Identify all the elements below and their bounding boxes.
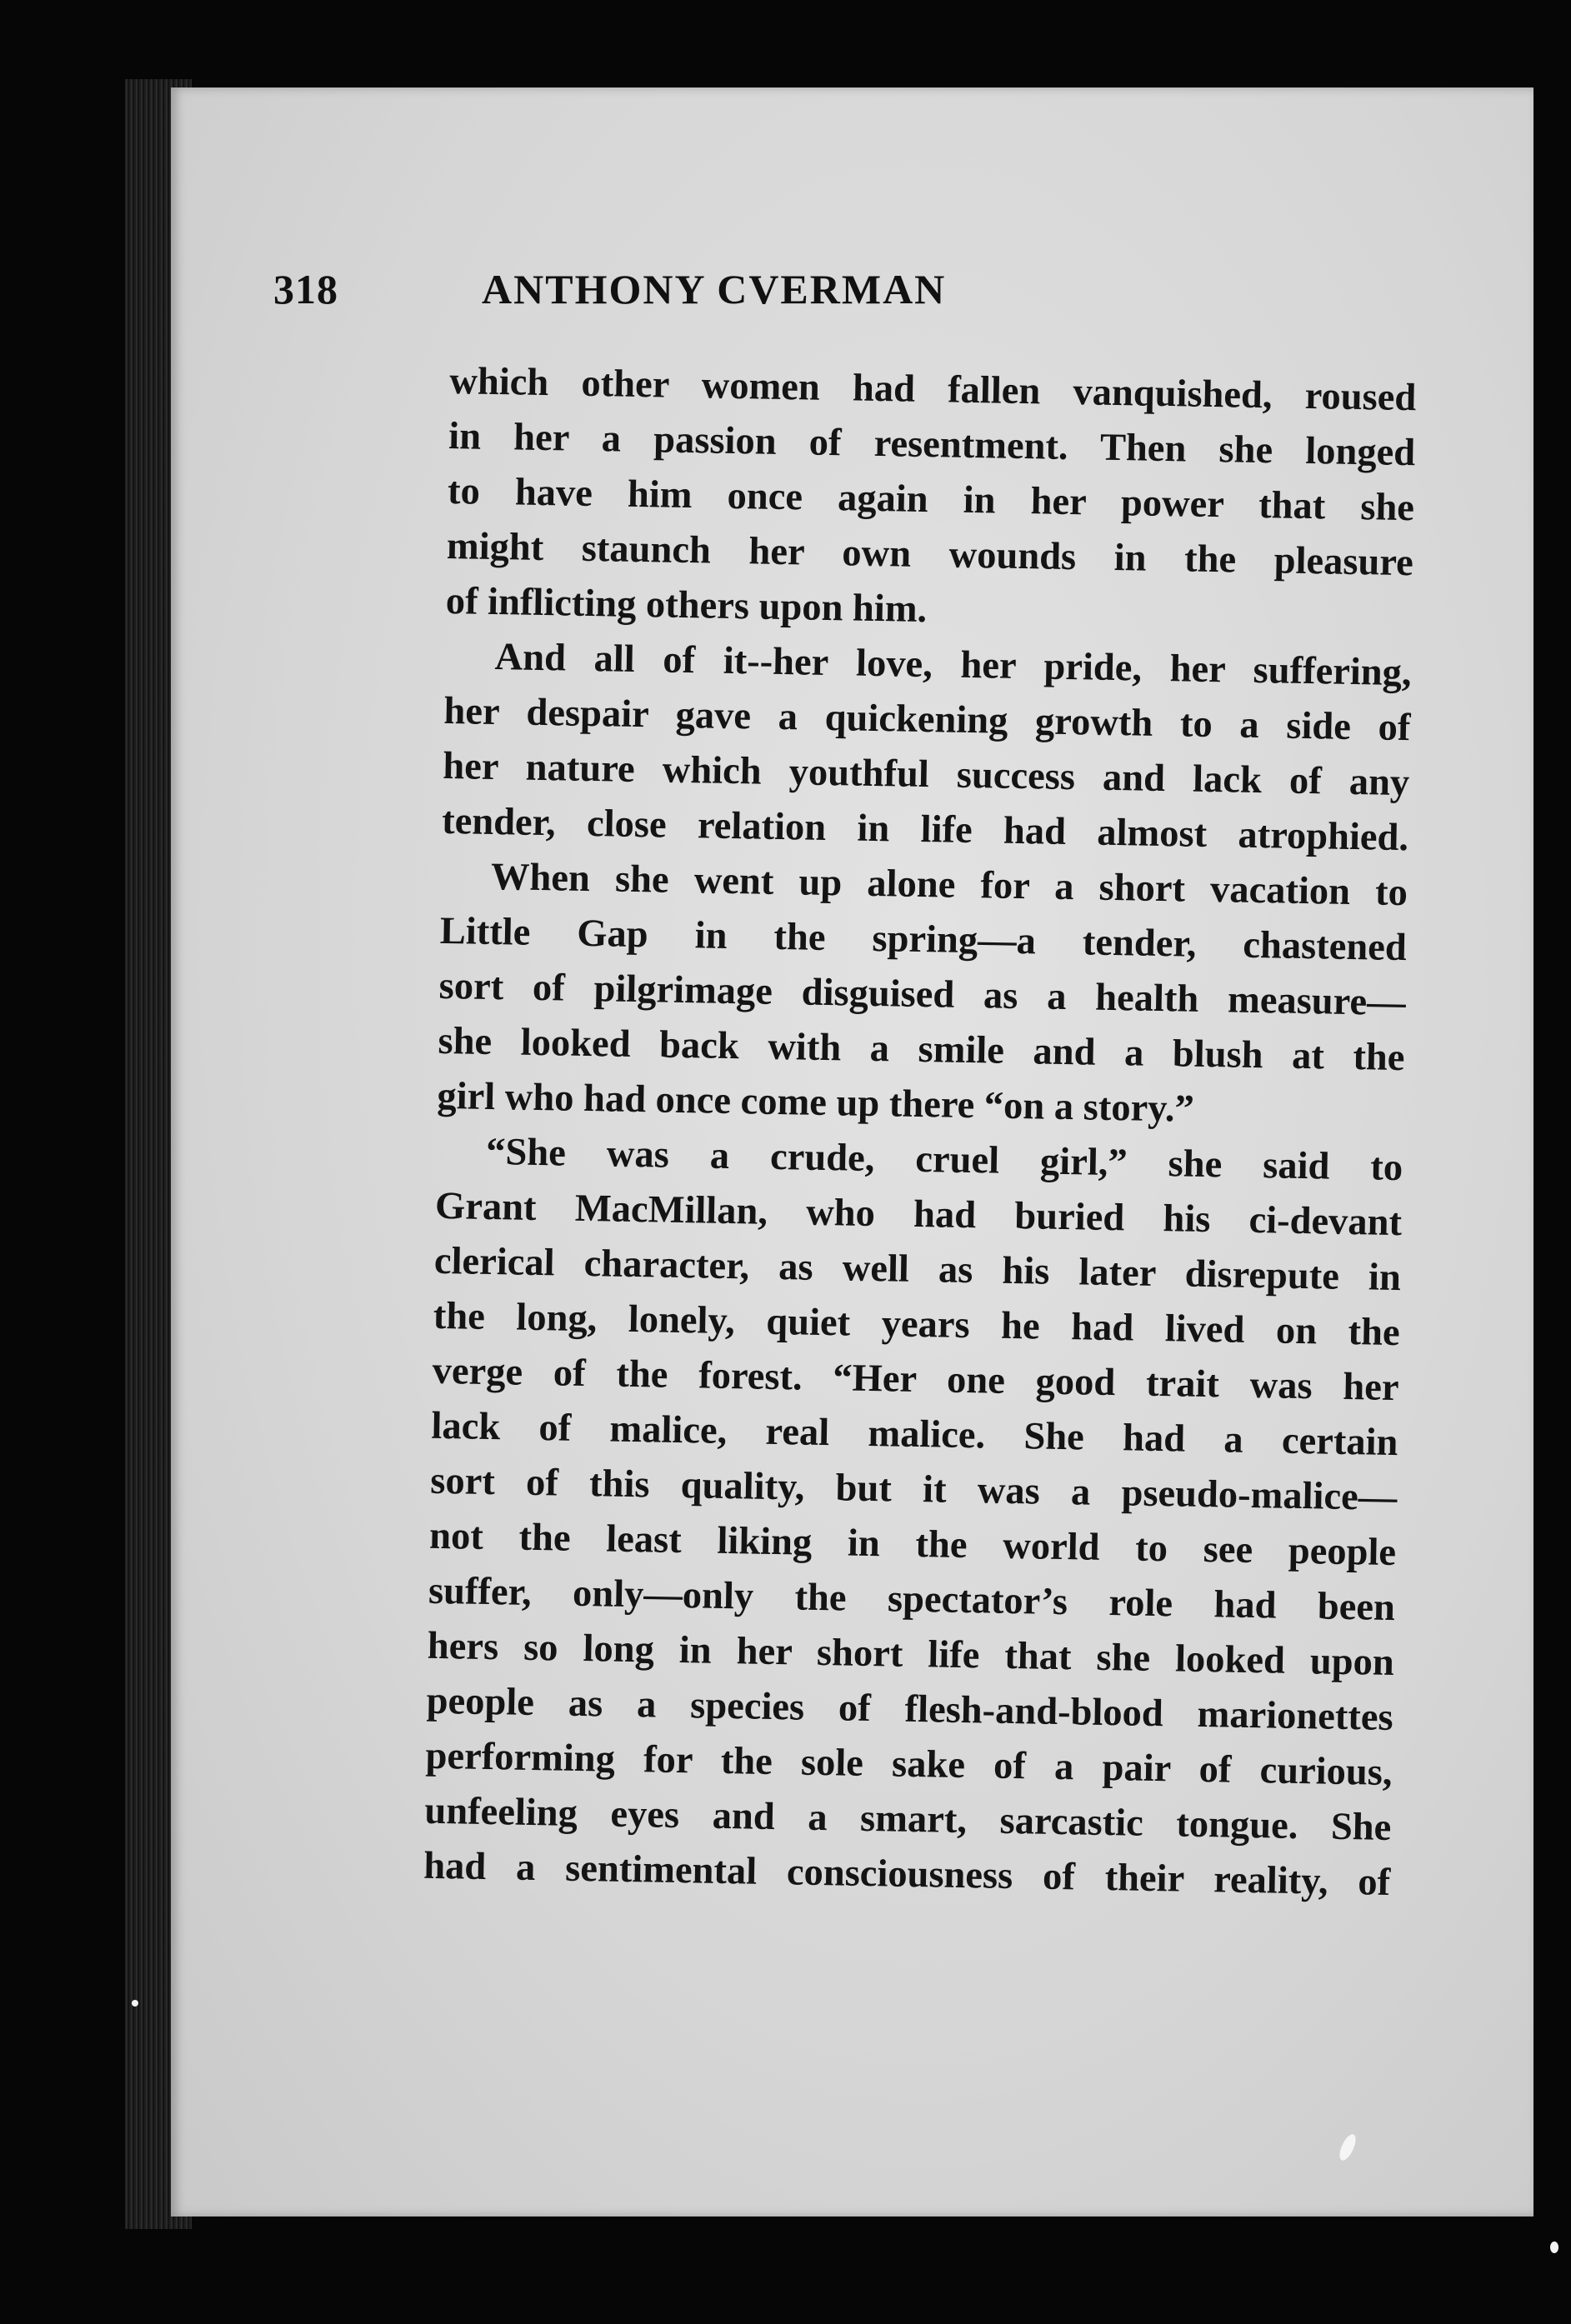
text-line: And all of it--her love, her pride, her suffering, <box>494 635 1412 695</box>
text-line: in her a passion of resentment. Then she longed <box>448 414 1416 475</box>
text-line: she looked back with a smile and a blush at the <box>438 1019 1405 1080</box>
text-line: sort of pilgrimage disguised as a health measure— <box>438 964 1407 1025</box>
text-line: Grant MacMillan, who had buried his ci-devant <box>434 1184 1403 1245</box>
text-line: hers so long in her short life that she looked upon <box>427 1624 1395 1685</box>
scan-speck <box>132 2000 138 2007</box>
text-line: people as a species of flesh-and-blood marionettes <box>426 1679 1394 1739</box>
page-number: 318 <box>273 266 338 312</box>
text-line: girl who had once come up there “on a story.” <box>437 1074 1195 1131</box>
page-header <box>273 265 1190 332</box>
text-line: her nature which youthful success and lack of any <box>442 744 1410 805</box>
text-line: suffer, only—only the spectator’s role had been <box>428 1569 1396 1630</box>
text-line: unfeeling eyes and a smart, sarcastic tongue. She <box>424 1789 1392 1849</box>
text-line: not the least liking in the world to see people <box>428 1514 1397 1575</box>
text-line: had a sentimental consciousness of their reality, of <box>423 1844 1391 1904</box>
text-line: might staunch her own wounds in the pleasure <box>446 524 1414 585</box>
running-title: ANTHONY CVERMAN <box>482 266 947 312</box>
text-line: of inflicting others upon him. <box>445 579 928 632</box>
text-line: to have him once again in her power that she <box>447 469 1415 530</box>
text-line: her despair gave a quickening growth to a side of <box>443 689 1411 750</box>
text-line: Little Gap in the spring—a tender, chastened <box>439 909 1408 970</box>
text-line: When she went up alone for a short vacation to <box>490 855 1408 915</box>
text-line: verge of the forest. “Her one good trait was her <box>432 1349 1399 1410</box>
text-line: the long, lonely, quiet years he had lived on the <box>433 1294 1401 1355</box>
text-line: clerical character, as well as his later disrepute in <box>433 1239 1402 1300</box>
text-line: sort of this quality, but it was a pseudo-malice— <box>429 1459 1398 1520</box>
text-line: “She was a crude, cruel girl,” she said to <box>485 1130 1403 1190</box>
body-text <box>423 354 1417 1911</box>
text-line: which other women had fallen vanquished, roused <box>448 359 1417 420</box>
text-line: performing for the sole sake of a pair of curious, <box>425 1734 1393 1794</box>
text-line: tender, close relation in life had almost atrophied. <box>441 799 1409 860</box>
scan-speck <box>1550 2242 1558 2253</box>
text-line: lack of malice, real malice. She had a certain <box>431 1404 1398 1465</box>
